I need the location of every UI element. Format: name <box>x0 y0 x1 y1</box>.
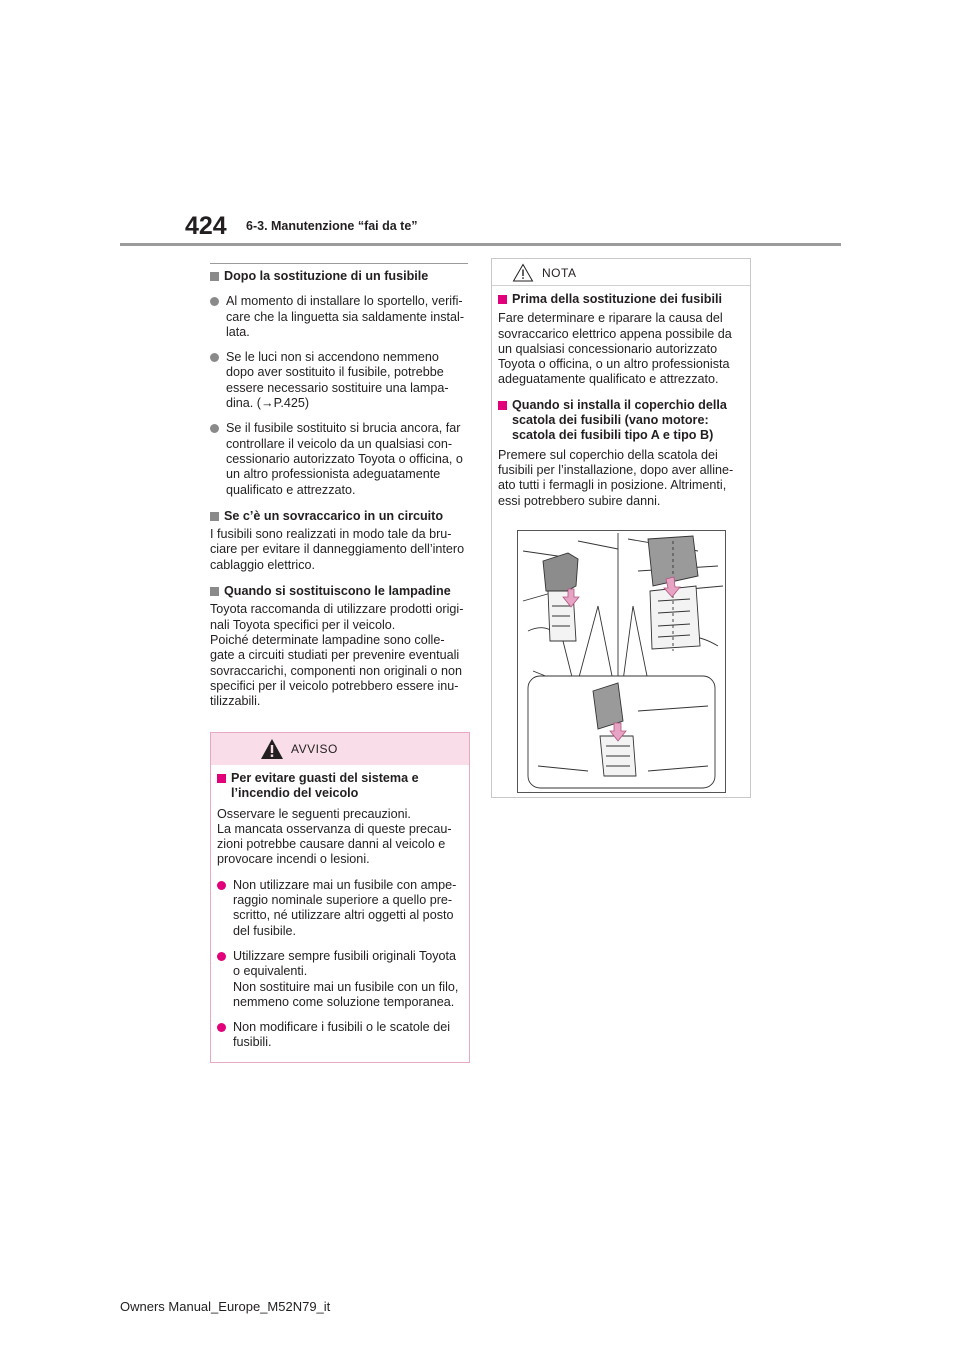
square-bullet-icon <box>498 295 507 304</box>
round-bullet-icon <box>210 424 219 433</box>
notice-header <box>492 259 750 286</box>
warning-header <box>211 733 469 765</box>
paragraph: Osservare le seguenti precauzioni. La mancata osservanza di queste precau- zioni potrebbe causare danni al veicolo e provocare incendi o lesioni. <box>217 806 452 867</box>
paragraph: Fare determinare e riparare la causa del sovraccarico elettrico appena possibile da un qualsiasi concessionario autorizzato Toyota o officina, o un altro professionista adeguatamente qualificato e attrezzato. <box>498 311 732 387</box>
round-bullet-icon <box>210 353 219 362</box>
heading-text: Per evitare guasti del sistema e l’incendio del veicolo <box>231 771 419 801</box>
notice-heading <box>498 292 744 307</box>
section-title: 6-3. Manutenzione “fai da te” <box>246 219 418 233</box>
round-bullet-icon <box>217 952 226 961</box>
section-divider <box>210 263 468 264</box>
square-bullet-icon <box>210 587 219 596</box>
list-item-text: Se le luci non si accendono nemmeno dopo aver sostituito il fusibile, potrebbe essere necessario sostituire una lampa- dina. (→P.425) <box>226 350 449 411</box>
warning-triangle-icon <box>260 738 284 760</box>
notice-label: NOTA <box>542 266 577 280</box>
notice-box <box>491 258 751 798</box>
heading-text: Se c’è un sovraccarico in un circuito <box>224 508 444 523</box>
warning-body <box>217 771 463 1051</box>
section-heading <box>210 584 468 599</box>
heading-text: Prima della sostituzione dei fusibili <box>512 292 722 306</box>
warning-heading <box>217 771 463 802</box>
square-bullet-icon <box>210 512 219 521</box>
notice-heading <box>498 398 744 444</box>
heading-text: Quando si installa il coperchio della scatola dei fusibili (vano motore: scatola dei fusibili tipo A e tipo B) <box>512 397 727 443</box>
section-heading <box>210 509 468 524</box>
notice-body <box>498 292 744 509</box>
header-rule <box>120 243 841 246</box>
list-item-text: Utilizzare sempre fusibili originali Toyota o equivalenti. Non sostituire mai un fusibile con un filo, nemmeno come soluzione temporanea. <box>233 948 459 1009</box>
section-heading <box>210 269 468 284</box>
paragraph: Premere sul coperchio della scatola dei fusibili per l’installazione, dopo aver alline- ato tutti i fermagli in posizione. Altrimenti, essi potrebbero subire danni. <box>498 447 734 508</box>
fuse-box-illustration-icon <box>518 531 725 792</box>
round-bullet-icon <box>217 881 226 890</box>
list-item-text: Non utilizzare mai un fusibile con ampe- raggio nominale superiore a quello pre- scritto, né utilizzare altri oggetti al posto del fusibile. <box>233 877 457 938</box>
list-item <box>210 350 468 411</box>
square-bullet-icon <box>498 401 507 410</box>
list-item-text: Al momento di installare lo sportello, verifi- care che la linguetta sia saldamente instal- lata. <box>226 294 465 339</box>
paragraph: I fusibili sono realizzati in modo tale da bru- ciare per evitare il danneggiamento dell’intero cablaggio elettrico. <box>210 527 465 572</box>
paragraph: Toyota raccomanda di utilizzare prodotti origi- nali Toyota specifici per il veicolo. Poiché determinate lampadine sono colle- gate a circuiti studiati per prevenire eventuali sovraccarichi, componenti non originali o non specifici per il veicolo potrebbero essere inu- tilizzabili. <box>210 602 464 709</box>
heading-text: Quando si sostituiscono le lampadine <box>224 584 451 599</box>
page-number: 424 <box>185 212 227 240</box>
list-item <box>217 949 463 1010</box>
list-item <box>217 878 463 939</box>
footer-doc-id: Owners Manual_Europe_M52N79_it <box>120 1299 331 1314</box>
round-bullet-icon <box>217 1023 226 1032</box>
list-item-text: Non modificare i fusibili o le scatole dei fusibili. <box>233 1020 450 1050</box>
square-bullet-icon <box>210 272 219 281</box>
list-item <box>217 1020 463 1051</box>
warning-label: AVVISO <box>291 742 338 756</box>
list-item-text: Se il fusibile sostituito si brucia ancora, far controllare il veicolo da un qualsiasi con- cessionario autorizzato Toyota o officina, o un altro professionista adeguatamente qualificato e attrezzato. <box>226 421 463 497</box>
round-bullet-icon <box>210 297 219 306</box>
fuse-box-cover-illustration <box>517 530 726 793</box>
after-replacing-section <box>210 263 468 709</box>
warning-box <box>210 732 470 1063</box>
list-item <box>210 421 468 497</box>
heading-text: Dopo la sostituzione di un fusibile <box>224 269 429 283</box>
square-bullet-icon <box>217 774 226 783</box>
notice-triangle-icon <box>512 263 534 282</box>
list-item <box>210 294 468 340</box>
